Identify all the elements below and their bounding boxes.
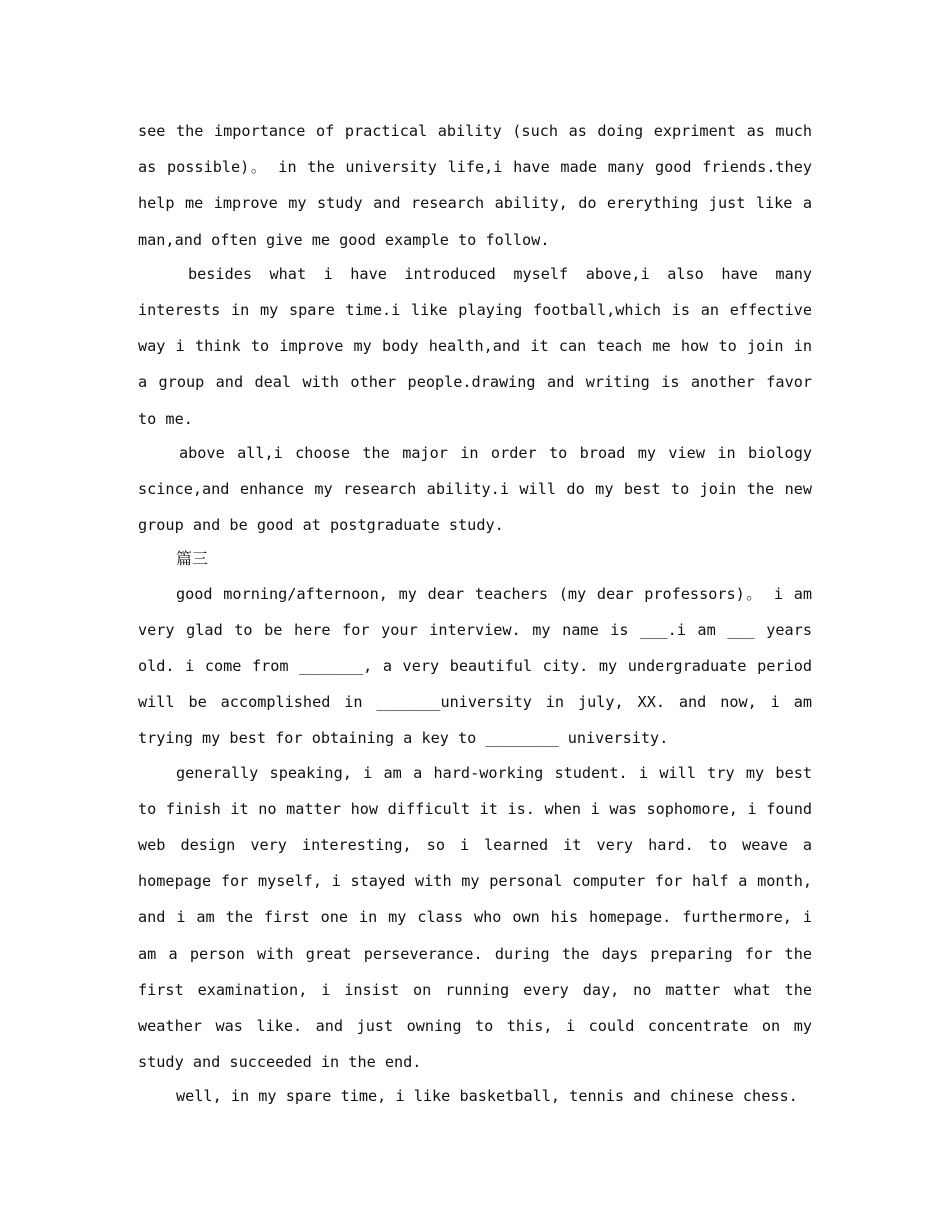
- paragraph-conclusion: above all,i choose the major in order to broad my view in biology scince,and enhance my research ability.i will do my best to join the new group and be good at postgraduate study.: [138, 443, 812, 535]
- section-heading: 篇三: [176, 549, 209, 569]
- paragraph-greeting: good morning/afternoon, my dear teachers (my dear professors)。 i am very glad to be here for your interview. my name is ___.i am ___ years old. i come from _______, a very beautiful city. my undergraduate period will be accomplished in _______university in july, XX. and now, i am trying my best for obtaining a key to ________ university.: [138, 584, 812, 748]
- paragraph-personality: generally speaking, i am a hard-working student. i will try my best to finish it no matter how difficult it is. when i was sophomore, i found web design very interesting, so i learned it very hard. to weave a homepage for myself, i stayed with my personal computer for half a month, and i am the first one in my class who own his homepage. furthermore, i am a person with great perseverance. during the days preparing for the first examination, i insist on running every day, no matter what the weather was like. and just owning to this, i could concentrate on my study and succeeded in the end.: [138, 763, 812, 1072]
- paragraph-interests: besides what i have introduced myself above,i also have many interests in my spare time.i like playing football,which is an effective way i think to improve my body health,and it can teach me how to join in a group and deal with other people.drawing and writing is another favor to me.: [138, 264, 812, 428]
- paragraph-hobbies: well, in my spare time, i like basketball, tennis and chinese chess.: [176, 1087, 798, 1106]
- document-body: [138, 113, 812, 1113]
- paragraph-continuation: see the importance of practical ability (such as doing expriment as much as possible)。 in the university life,i have made many good friends.they help me improve my study and research ability, do ererything just like a man,and often give me good example to follow.: [138, 122, 812, 249]
